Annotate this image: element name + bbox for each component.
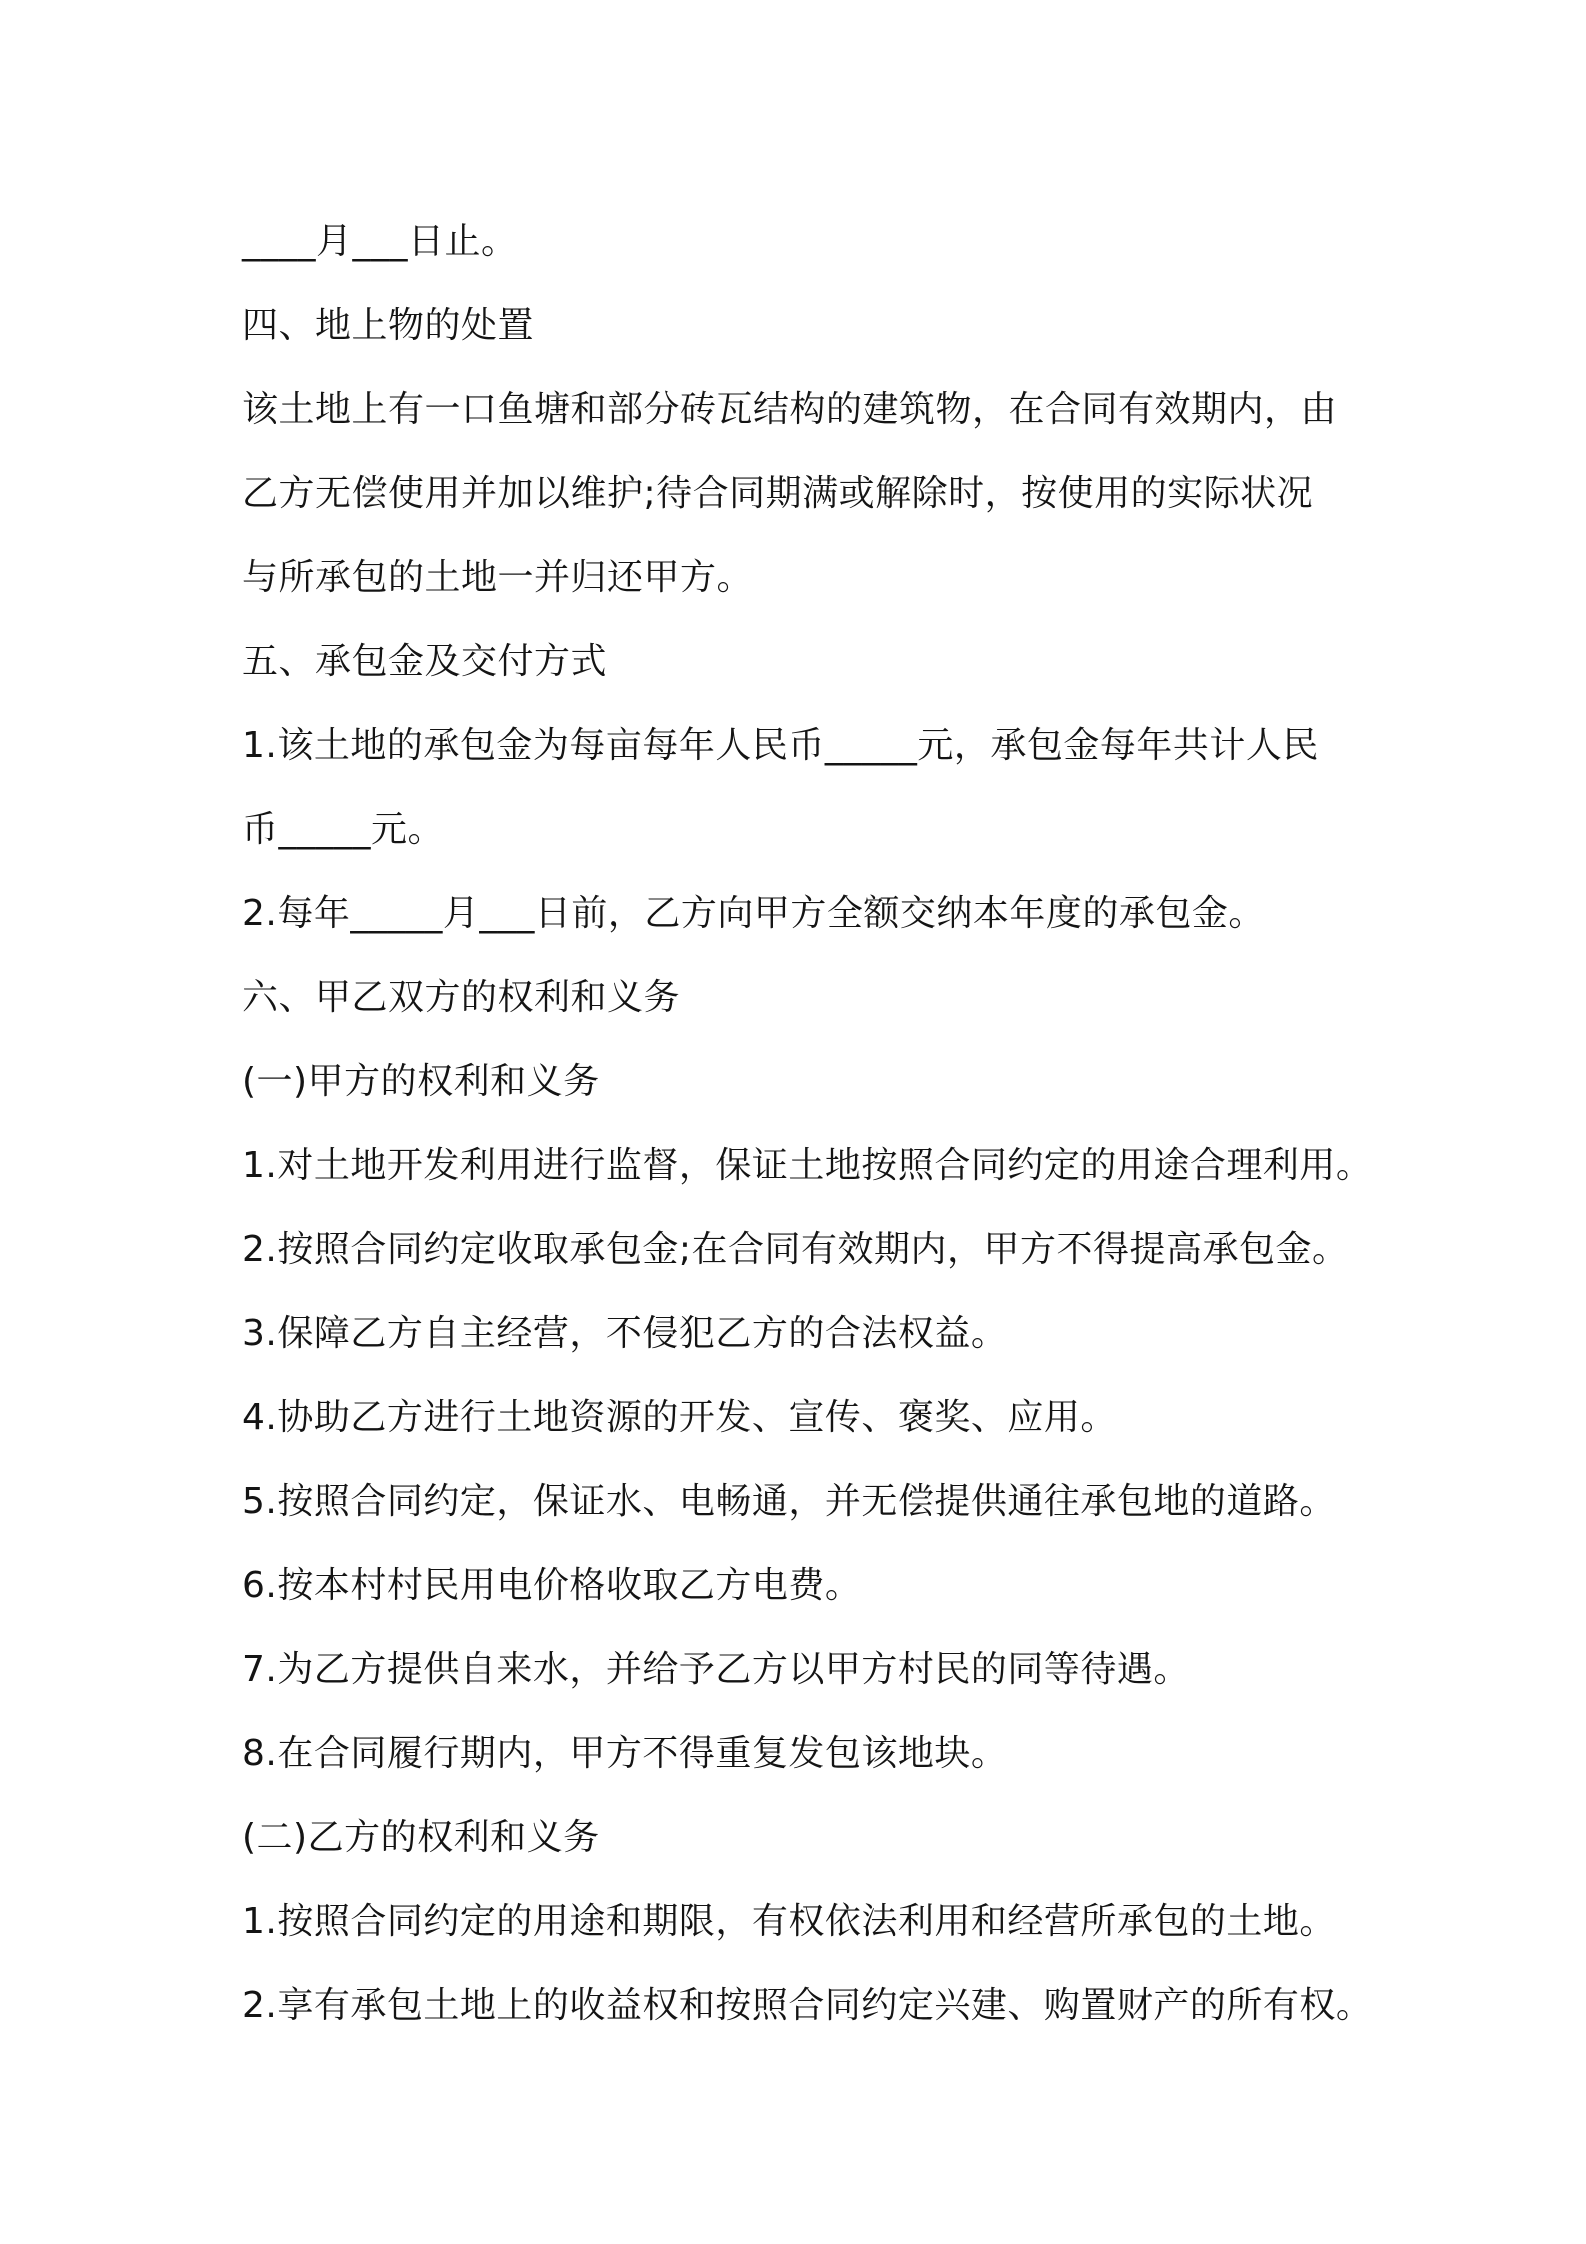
text-line: 7.为乙方提供自来水，并给予乙方以甲方村民的同等待遇。 — [242, 1649, 1190, 1690]
text-line: 2.享有承包土地上的收益权和按照合同约定兴建、购置财产的所有权。 — [242, 1985, 1373, 2026]
text-line: 该土地上有一口鱼塘和部分砖瓦结构的建筑物，在合同有效期内，由 — [242, 389, 1338, 430]
text-line: 2.每年_____月___日前，乙方向甲方全额交纳本年度的承包金。 — [242, 893, 1265, 934]
text-line: 币_____元。 — [242, 809, 445, 850]
section-heading-6: 六、甲乙双方的权利和义务 — [242, 977, 681, 1018]
text-line: 3.保障乙方自主经营，不侵犯乙方的合法权益。 — [242, 1313, 1008, 1354]
document-body — [242, 200, 1382, 2048]
section-heading-4: 四、地上物的处置 — [242, 305, 535, 346]
text-line: 4.协助乙方进行土地资源的开发、宣传、褒奖、应用。 — [242, 1397, 1117, 1438]
text-line: 1.按照合同约定的用途和期限，有权依法利用和经营所承包的土地。 — [242, 1901, 1336, 1942]
text-line: 1.对土地开发利用进行监督，保证土地按照合同约定的用途合理利用。 — [242, 1145, 1373, 1186]
text-line: 1.该土地的承包金为每亩每年人民币_____元，承包金每年共计人民 — [242, 725, 1319, 766]
text-line: 5.按照合同约定，保证水、电畅通，并无偿提供通往承包地的道路。 — [242, 1481, 1336, 1522]
text-line: ____月___日止。 — [242, 221, 518, 262]
section-heading-5: 五、承包金及交付方式 — [242, 641, 608, 682]
text-line: 2.按照合同约定收取承包金;在合同有效期内，甲方不得提高承包金。 — [242, 1229, 1349, 1270]
subsection-heading-2: (二)乙方的权利和义务 — [242, 1817, 600, 1858]
text-line: 8.在合同履行期内，甲方不得重复发包该地块。 — [242, 1733, 1008, 1774]
text-line: 乙方无偿使用并加以维护;待合同期满或解除时，按使用的实际状况 — [242, 473, 1314, 514]
text-line: 6.按本村村民用电价格收取乙方电费。 — [242, 1565, 862, 1606]
text-line: 与所承包的土地一并归还甲方。 — [242, 557, 754, 598]
subsection-heading-1: (一)甲方的权利和义务 — [242, 1061, 600, 1102]
